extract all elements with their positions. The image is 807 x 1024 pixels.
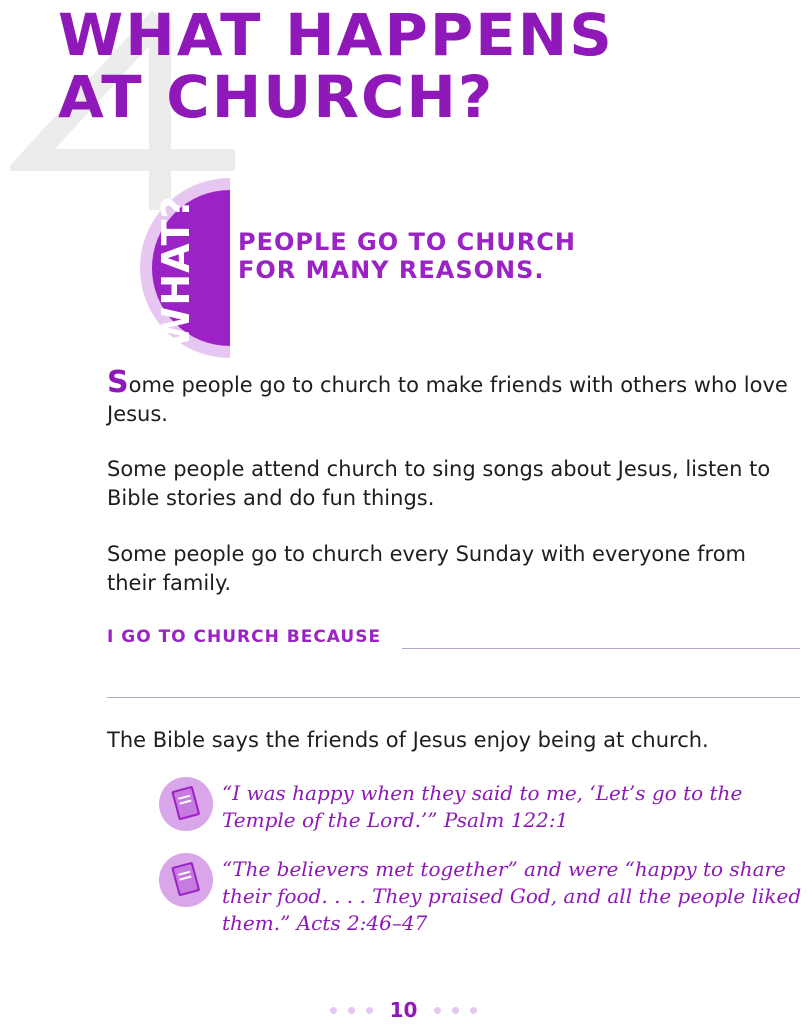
footer-dot (330, 1007, 337, 1014)
paragraph-friends-text: ome people go to church to make friends with others who love Jesus. (107, 373, 788, 426)
footer-dot (452, 1007, 459, 1014)
quote-psalm: “I was happy when they said to me, ‘Let’s go to the Temple of the Lord.’” Psalm 122:1 (222, 781, 743, 832)
paragraph-bible-says: The Bible says the friends of Jesus enjoy being at church. (107, 728, 709, 752)
section-subtitle (238, 228, 576, 284)
page-footer (0, 998, 807, 1022)
page-title-line-2: AT CHURCH? (58, 63, 495, 131)
page-title-line-1: WHAT HAPPENS (58, 1, 614, 69)
answer-line-1[interactable] (402, 648, 800, 649)
page-number: 10 (389, 998, 418, 1022)
because-prompt: I GO TO CHURCH BECAUSE (107, 627, 382, 647)
section-subtitle-line-1: PEOPLE GO TO CHURCH (238, 228, 576, 256)
quote-acts: “The believers met together” and were “happy to share their food. . . . They praised God, and all the people liked them.” Acts 2:46–47 (222, 857, 802, 935)
footer-dot (366, 1007, 373, 1014)
section-subtitle-line-2: FOR MANY REASONS. (238, 256, 545, 284)
page-title (58, 1, 614, 131)
footer-dot (434, 1007, 441, 1014)
bible-icon (158, 776, 214, 832)
paragraph-family: Some people go to church every Sunday with everyone from their family. (107, 542, 747, 595)
what-badge-label: WHAT? (154, 195, 198, 349)
drop-cap: S (107, 365, 129, 400)
paragraph-songs: Some people attend church to sing songs about Jesus, listen to Bible stories and do fun things. (107, 457, 771, 510)
bible-icon (158, 852, 214, 908)
footer-dot (348, 1007, 355, 1014)
paragraph-friends (107, 365, 797, 429)
answer-line-2[interactable] (107, 697, 800, 698)
footer-dot (470, 1007, 477, 1014)
